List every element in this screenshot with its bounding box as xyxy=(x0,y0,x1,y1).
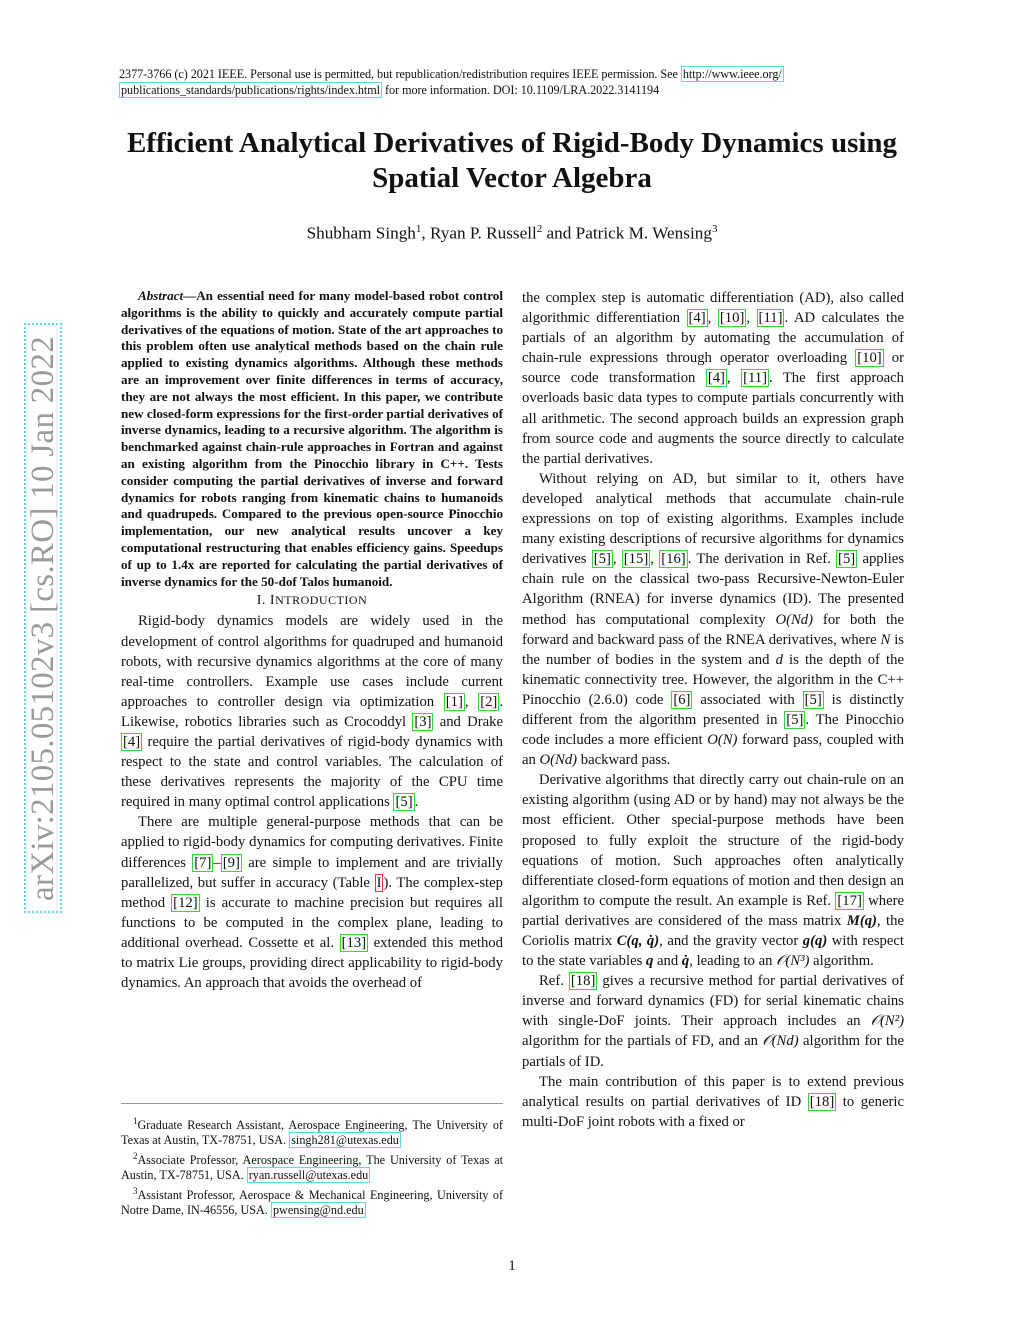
citation-link[interactable]: [11] xyxy=(758,310,783,327)
text-run: ). The complex-step method xyxy=(121,874,503,911)
text-run: and xyxy=(653,953,682,970)
text-run: , xyxy=(612,551,622,568)
text-run: There are multiple general-purpose methods that can be applied to rigid-body dynamics for computing derivatives. Finite differences xyxy=(121,814,503,871)
math-expression: 𝒪(Nd) xyxy=(762,1033,799,1050)
arxiv-stamp-link[interactable] xyxy=(24,323,62,913)
paragraph xyxy=(522,469,904,770)
text-run: . xyxy=(414,794,419,811)
math-expression: N xyxy=(880,631,891,648)
email-link[interactable]: ryan.russell@utexas.edu xyxy=(248,1168,369,1183)
doi-text: for more information. DOI: 10.1109/LRA.2022.3141194 xyxy=(382,83,660,97)
text-run: , leading to an xyxy=(689,953,777,970)
citation-link[interactable]: [3] xyxy=(414,713,432,730)
text-run: are simple to implement and are trivially parallelized, but suffer in accuracy (Table xyxy=(121,854,503,891)
text-run: is accurate to machine precision but requires all functions to be computed in the complex plane, leading to additional overhead. Cossette et al. xyxy=(121,894,503,951)
section-name: NTRODUCTION xyxy=(275,593,368,608)
paragraph xyxy=(522,770,904,971)
footnotes xyxy=(121,1103,503,1219)
text-run: forward pass, coupled with an xyxy=(522,732,905,769)
text-run: the complex step is automatic differentiation (AD), also called algorithmic differentiation xyxy=(522,290,904,327)
citation-link[interactable]: [10] xyxy=(857,350,882,367)
math-expression: O(Nd) xyxy=(775,611,813,628)
text-run: Without relying on AD, but similar to it, others have developed analytical methods that accumulate chain-rule expressions on top of existing algorithms. Examples include many existing descriptions of recursive algorithms for dynamics derivatives xyxy=(522,470,904,568)
text-run: . The derivation in Ref. xyxy=(687,551,837,568)
citation-link[interactable]: [13] xyxy=(341,934,367,951)
email-link[interactable]: singh281@utexas.edu xyxy=(291,1133,399,1148)
text-run: is the depth of the kinematic connectivity tree. However, the algorithm in the C++ Pinocchio (2.6.0) code xyxy=(522,651,904,708)
text-run: gives a recursive method for partial derivatives of inverse and forward dynamics (FD) for serial kinematic chains with single-DoF joints. Their approach includes an xyxy=(522,973,904,1030)
author-1: Shubham Singh xyxy=(306,223,416,243)
citation-link[interactable]: [4] xyxy=(707,370,725,387)
text-run: The main contribution of this paper is to extend previous analytical results on partial derivatives of ID xyxy=(522,1073,904,1110)
citation-link[interactable]: [9] xyxy=(222,854,240,871)
citation-link[interactable]: [2] xyxy=(480,693,498,710)
copyright-text: 2377-3766 (c) 2021 IEEE. Personal use is permitted, but republication/redistribution requires IEEE permission. See xyxy=(119,67,681,81)
math-expression: 𝒪(N³) xyxy=(776,953,810,970)
math-expression: C(q, q̇) xyxy=(616,933,660,949)
citation-link[interactable]: [4] xyxy=(688,310,706,327)
text-run: Ref. xyxy=(539,973,569,990)
left-column xyxy=(121,288,503,993)
citation-link[interactable]: [18] xyxy=(809,1093,835,1110)
text-run: . The Pinocchio code includes a more efficient xyxy=(522,711,904,749)
citation-link[interactable]: [7] xyxy=(194,854,212,871)
text-run: , xyxy=(746,310,757,327)
citation-link[interactable]: [12] xyxy=(173,894,198,911)
text-run: and Drake xyxy=(433,713,503,730)
paragraph xyxy=(522,971,904,1071)
abstract-text: —An essential need for many model-based robot control algorithms is the ability to quickly and accurately compute partial derivatives of the equations of motion. State of the art approaches to this problem often use analytical methods based on the chain rule applied to existing dynamics algorithms. Although these methods are an improvement over finite differences in terms of accuracy, they are not always the most efficient. In this paper, we contribute new closed-form expressions for the first-order partial derivatives of inverse dynamics, leading to a recursive algorithm. The algorithm is benchmarked against chain-rule approaches in Fortran and against an existing algorithm from the Pinocchio library in C++. Tests consider computing the partial derivatives of inverse and forward dynamics for robots ranging from kinematic chains to humanoids and quadrupeds. Compared to the previous open-source Pinocchio implementation, our new analytical results uncover a key computational restructuring that enables efficiency gains. Speedups of up to 1.4x are reported for calculating the partial derivatives of inverse dynamics for the 50-dof Talos humanoid. xyxy=(121,288,503,589)
author-2: , Ryan P. Russell xyxy=(421,223,537,243)
text-run: or source code transformation xyxy=(522,350,904,387)
right-column xyxy=(522,288,904,1132)
citation-link[interactable]: [5] xyxy=(593,551,611,568)
math-expression: O(Nd) xyxy=(539,752,578,769)
citation-link[interactable]: [11] xyxy=(743,370,767,387)
text-run: algorithm for the partials of ID. xyxy=(522,1033,904,1070)
copyright-notice xyxy=(119,66,909,98)
text-run: applies chain rule on the classical two-pass Recursive-Newton-Euler Algorithm (RNEA) for inverse dynamics (ID). The presented method has computational complexity xyxy=(522,551,905,628)
abstract xyxy=(121,288,503,590)
text-run: . Likewise, robotics libraries such as Crocoddyl xyxy=(121,693,503,730)
footnote xyxy=(121,1114,503,1149)
text-run: where partial derivatives are considered of the mass matrix xyxy=(522,892,904,929)
text-run: backward pass. xyxy=(577,752,671,769)
text-run: to generic multi-DoF joint robots with a fixed or xyxy=(522,1093,904,1130)
math-expression: M(q) xyxy=(846,912,877,929)
math-expression: 𝒪(N²) xyxy=(870,1013,904,1030)
text-run: Rigid-body dynamics models are widely used in the development of control algorithms for quadruped and humanoid robots, with recursive dynamics algorithms at the core of many real-time controllers. Example use cases include current approaches to controller design via optimization xyxy=(121,613,503,710)
footnote xyxy=(121,1184,503,1219)
math-expression: q̇ xyxy=(681,953,690,970)
citation-link[interactable]: [4] xyxy=(123,734,141,750)
footnote-text: Graduate Research Assistant, Aerospace Engineering, The University of Texas at Austin, TX-78751, USA. xyxy=(121,1118,503,1148)
text-run: , xyxy=(650,551,660,568)
arxiv-stamp: arXiv:2105.05102v3 [cs.RO] 10 Jan 2022 xyxy=(24,335,61,901)
text-run: algorithm. xyxy=(809,953,874,970)
text-run: . The first approach overloads basic data types to compute partials concurrently with all arithmetic. The second approach builds an expression graph from source code and augments the source directly to calculate the partial derivatives. xyxy=(522,370,905,467)
text-run: extended this method to matrix Lie groups, providing direct applicability to rigid-body dynamics. An approach that avoids the overhead of xyxy=(121,934,503,992)
text-run: algorithm for the partials of FD, and an xyxy=(522,1033,763,1050)
footnote-mark: 3 xyxy=(133,1185,138,1196)
section-heading xyxy=(121,590,503,611)
footnote-mark: 1 xyxy=(133,1116,138,1126)
text-run: , xyxy=(707,310,718,327)
text-run: for both the forward and backward pass of the RNEA derivatives, where xyxy=(522,611,904,648)
citation-link[interactable]: [16] xyxy=(661,551,686,568)
text-run: , the Coriolis matrix xyxy=(522,912,904,949)
text-run: associated with xyxy=(692,691,803,708)
text-run: , xyxy=(726,370,742,387)
footnote-mark: 2 xyxy=(133,1150,138,1161)
author-2-mark: 2 xyxy=(536,223,543,235)
paragraph xyxy=(121,611,503,812)
math-expression: g(q) xyxy=(802,933,828,949)
footnote-text: Associate Professor, Aerospace Engineering, The University of Texas at Austin, TX-78751, USA. xyxy=(121,1152,503,1183)
citation-link[interactable]: [10] xyxy=(719,310,745,327)
table-ref-link[interactable]: I xyxy=(376,874,382,891)
math-expression: O(N) xyxy=(707,732,738,749)
citation-link[interactable]: [5] xyxy=(838,551,856,568)
text-run: , and the gravity vector xyxy=(659,933,803,949)
footnote xyxy=(121,1149,503,1184)
text-run: , xyxy=(464,693,479,710)
paragraph xyxy=(522,1072,904,1132)
citation-link[interactable]: [5] xyxy=(395,794,413,811)
citation-link[interactable]: [18] xyxy=(570,973,596,990)
math-expression: d xyxy=(775,651,783,668)
text-run: – xyxy=(213,854,221,871)
text-run: is the number of bodies in the system and xyxy=(522,631,904,668)
ieee-rights-link[interactable]: publications_standards/publications/rights/index.html xyxy=(121,83,381,97)
citation-link[interactable]: [6] xyxy=(673,691,691,708)
page-number: 1 xyxy=(508,1258,516,1274)
paragraph xyxy=(522,288,904,469)
citation-link[interactable]: [1] xyxy=(445,693,463,710)
author-3: and Patrick M. Wensing xyxy=(542,223,712,243)
citation-link[interactable]: [5] xyxy=(786,711,804,728)
email-link[interactable]: pwensing@nd.edu xyxy=(272,1203,364,1218)
text-run: require the partial derivatives of rigid-body dynamics with respect to the state and control variables. The calculation of these derivatives represents the majority of the CPU time required in many optimal control applications xyxy=(121,734,503,811)
citation-link[interactable]: [15] xyxy=(623,551,649,568)
text-run: Derivative algorithms that directly carry out chain-rule on an existing algorithm (using AD or by hand) may not always be the most efficient. Other special-purpose methods have been proposed to fully exploit the structure of the rigid-body equations of motion. Such approaches often analytically differentiate closed-form equations of motion and then design an algorithm to compute the result. An example is Ref. xyxy=(522,772,904,909)
author-1-mark: 1 xyxy=(415,223,422,235)
math-expression: q xyxy=(645,953,654,970)
footnote-text: Assistant Professor, Aerospace & Mechanical Engineering, University of Notre Dame, IN-46556, USA. xyxy=(121,1187,503,1218)
citation-link[interactable]: [5] xyxy=(804,691,822,708)
section-numeral: I. I xyxy=(256,593,276,609)
ieee-link[interactable]: http://www.ieee.org/ xyxy=(682,67,782,81)
paragraph xyxy=(121,812,503,993)
text-run: is distinctly different from the algorithm presented in xyxy=(522,691,905,728)
paper-title: Efficient Analytical Derivatives of Rigid-Body Dynamics using Spatial Vector Algebra xyxy=(126,127,898,194)
citation-link[interactable]: [17] xyxy=(837,892,862,909)
text-run: with respect to the state variables xyxy=(522,933,904,970)
author-3-mark: 3 xyxy=(711,223,718,235)
text-run: . AD calculates the partials of an algorithm by automating the accumulation of chain-rule expressions through operator overloading xyxy=(522,310,904,367)
abstract-label: Abstract xyxy=(138,288,184,303)
author-list xyxy=(100,223,924,244)
